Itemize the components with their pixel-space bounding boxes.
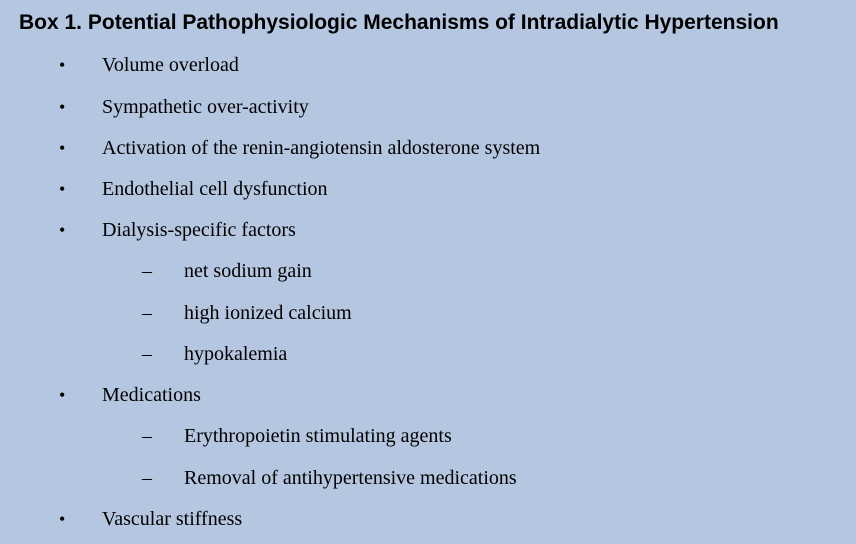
bullet-marker: • <box>59 55 66 75</box>
sublist-item-text: hypokalemia <box>184 343 288 365</box>
dash-marker: – <box>142 467 152 489</box>
list-item-text: Vascular stiffness <box>102 508 243 530</box>
list-item-text: Volume overload <box>102 54 239 76</box>
list-item-text: Activation of the renin-angiotensin aldosterone system <box>102 137 541 159</box>
bullet-marker: • <box>59 509 66 529</box>
bullet-marker: • <box>59 385 66 405</box>
dash-marker: – <box>142 343 152 365</box>
bullet-marker: • <box>59 97 66 117</box>
dash-marker: – <box>142 260 152 282</box>
dash-marker: – <box>142 302 152 324</box>
sublist-item-text: Erythropoietin stimulating agents <box>184 425 452 447</box>
bullet-marker: • <box>59 220 66 240</box>
sublist-item-text: net sodium gain <box>184 260 312 282</box>
list-item-text: Endothelial cell dysfunction <box>102 178 328 200</box>
sublist-item-text: high ionized calcium <box>184 302 352 324</box>
dash-marker: – <box>142 425 152 447</box>
box-title: Box 1. Potential Pathophysiologic Mechanisms of Intradialytic Hypertension <box>19 11 779 34</box>
bullet-marker: • <box>59 138 66 158</box>
sublist-item-text: Removal of antihypertensive medications <box>184 467 517 489</box>
bullet-marker: • <box>59 179 66 199</box>
list-item-text: Medications <box>102 384 201 406</box>
list-item-text: Sympathetic over-activity <box>102 96 309 118</box>
list-item-text: Dialysis-specific factors <box>102 219 296 241</box>
